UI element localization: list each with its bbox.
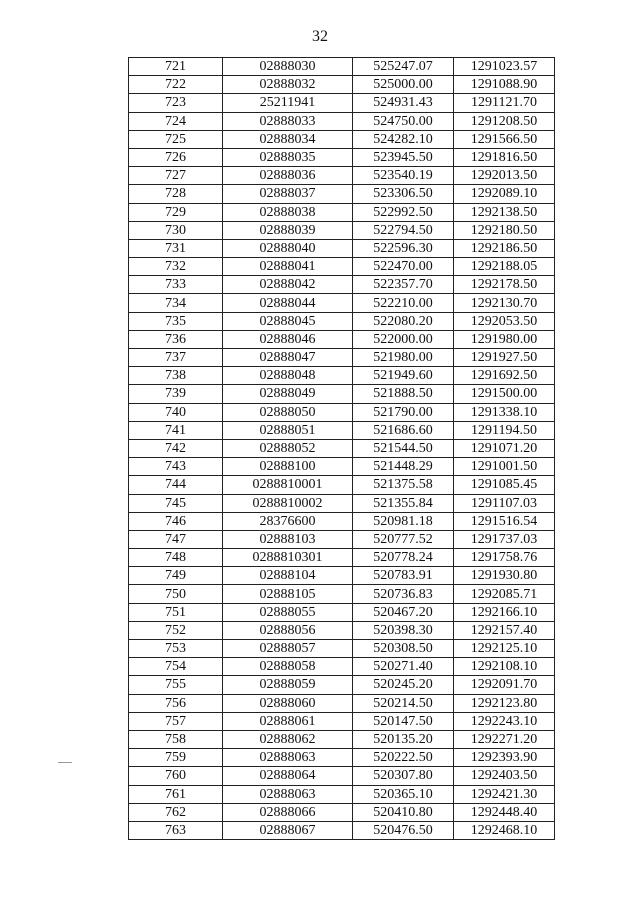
point-number-cell: 743 xyxy=(129,458,223,476)
point-id-cell: 02888034 xyxy=(223,130,353,148)
x-coordinate-cell: 520783.91 xyxy=(353,567,454,585)
x-coordinate-cell: 521888.50 xyxy=(353,385,454,403)
point-id-cell: 02888049 xyxy=(223,385,353,403)
point-id-cell: 02888061 xyxy=(223,712,353,730)
point-id-cell: 02888103 xyxy=(223,530,353,548)
point-number-cell: 747 xyxy=(129,530,223,548)
point-number-cell: 724 xyxy=(129,112,223,130)
point-id-cell: 02888057 xyxy=(223,640,353,658)
point-id-cell: 02888048 xyxy=(223,367,353,385)
table-row xyxy=(129,221,555,239)
point-number-cell: 725 xyxy=(129,130,223,148)
x-coordinate-cell: 523306.50 xyxy=(353,185,454,203)
point-id-cell: 02888040 xyxy=(223,239,353,257)
point-number-cell: 746 xyxy=(129,512,223,530)
y-coordinate-cell: 1292243.10 xyxy=(454,712,555,730)
table-row xyxy=(129,276,555,294)
table-row xyxy=(129,767,555,785)
point-number-cell: 731 xyxy=(129,239,223,257)
point-number-cell: 721 xyxy=(129,58,223,76)
x-coordinate-cell: 520410.80 xyxy=(353,803,454,821)
x-coordinate-cell: 521544.50 xyxy=(353,439,454,457)
y-coordinate-cell: 1292166.10 xyxy=(454,603,555,621)
table-row xyxy=(129,203,555,221)
x-coordinate-cell: 521686.60 xyxy=(353,421,454,439)
point-id-cell: 02888059 xyxy=(223,676,353,694)
table-row xyxy=(129,421,555,439)
y-coordinate-cell: 1291121.70 xyxy=(454,94,555,112)
point-id-cell: 02888044 xyxy=(223,294,353,312)
point-number-cell: 733 xyxy=(129,276,223,294)
point-number-cell: 726 xyxy=(129,148,223,166)
y-coordinate-cell: 1292393.90 xyxy=(454,749,555,767)
point-id-cell: 02888037 xyxy=(223,185,353,203)
y-coordinate-cell: 1291107.03 xyxy=(454,494,555,512)
point-id-cell: 02888046 xyxy=(223,330,353,348)
x-coordinate-cell: 522794.50 xyxy=(353,221,454,239)
y-coordinate-cell: 1292157.40 xyxy=(454,621,555,639)
x-coordinate-cell: 522000.00 xyxy=(353,330,454,348)
y-coordinate-cell: 1292178.50 xyxy=(454,276,555,294)
table-row xyxy=(129,439,555,457)
table-row xyxy=(129,603,555,621)
point-id-cell: 02888063 xyxy=(223,749,353,767)
point-number-cell: 763 xyxy=(129,821,223,839)
x-coordinate-cell: 521980.00 xyxy=(353,349,454,367)
point-id-cell: 02888062 xyxy=(223,730,353,748)
table-row xyxy=(129,803,555,821)
point-number-cell: 750 xyxy=(129,585,223,603)
table-row xyxy=(129,94,555,112)
table-row xyxy=(129,367,555,385)
point-id-cell: 02888100 xyxy=(223,458,353,476)
table-row xyxy=(129,458,555,476)
coordinates-table-body xyxy=(129,58,555,840)
x-coordinate-cell: 520222.50 xyxy=(353,749,454,767)
point-number-cell: 745 xyxy=(129,494,223,512)
table-row xyxy=(129,403,555,421)
table-row xyxy=(129,530,555,548)
y-coordinate-cell: 1292186.50 xyxy=(454,239,555,257)
point-number-cell: 757 xyxy=(129,712,223,730)
point-number-cell: 753 xyxy=(129,640,223,658)
table-row xyxy=(129,349,555,367)
point-number-cell: 762 xyxy=(129,803,223,821)
point-number-cell: 741 xyxy=(129,421,223,439)
point-id-cell: 25211941 xyxy=(223,94,353,112)
point-number-cell: 751 xyxy=(129,603,223,621)
y-coordinate-cell: 1292421.30 xyxy=(454,785,555,803)
table-row xyxy=(129,730,555,748)
y-coordinate-cell: 1291500.00 xyxy=(454,385,555,403)
table-row xyxy=(129,676,555,694)
point-id-cell: 02888055 xyxy=(223,603,353,621)
y-coordinate-cell: 1292130.70 xyxy=(454,294,555,312)
table-row xyxy=(129,640,555,658)
table-row xyxy=(129,476,555,494)
x-coordinate-cell: 521448.29 xyxy=(353,458,454,476)
point-id-cell: 02888060 xyxy=(223,694,353,712)
point-id-cell: 02888066 xyxy=(223,803,353,821)
table-row xyxy=(129,512,555,530)
y-coordinate-cell: 1291023.57 xyxy=(454,58,555,76)
y-coordinate-cell: 1291737.03 xyxy=(454,530,555,548)
table-row xyxy=(129,112,555,130)
x-coordinate-cell: 520271.40 xyxy=(353,658,454,676)
point-number-cell: 760 xyxy=(129,767,223,785)
x-coordinate-cell: 521355.84 xyxy=(353,494,454,512)
x-coordinate-cell: 523945.50 xyxy=(353,148,454,166)
point-id-cell: 02888041 xyxy=(223,258,353,276)
point-id-cell: 02888052 xyxy=(223,439,353,457)
y-coordinate-cell: 1292403.50 xyxy=(454,767,555,785)
point-id-cell: 02888058 xyxy=(223,658,353,676)
point-number-cell: 748 xyxy=(129,549,223,567)
y-coordinate-cell: 1292053.50 xyxy=(454,312,555,330)
point-id-cell: 02888045 xyxy=(223,312,353,330)
x-coordinate-cell: 520778.24 xyxy=(353,549,454,567)
table-row xyxy=(129,312,555,330)
point-id-cell: 02888039 xyxy=(223,221,353,239)
x-coordinate-cell: 520307.80 xyxy=(353,767,454,785)
y-coordinate-cell: 1292125.10 xyxy=(454,640,555,658)
x-coordinate-cell: 520777.52 xyxy=(353,530,454,548)
point-number-cell: 749 xyxy=(129,567,223,585)
table-row xyxy=(129,58,555,76)
y-coordinate-cell: 1292085.71 xyxy=(454,585,555,603)
table-row xyxy=(129,385,555,403)
y-coordinate-cell: 1291516.54 xyxy=(454,512,555,530)
point-id-cell: 02888036 xyxy=(223,167,353,185)
y-coordinate-cell: 1291071.20 xyxy=(454,439,555,457)
x-coordinate-cell: 521949.60 xyxy=(353,367,454,385)
y-coordinate-cell: 1291980.00 xyxy=(454,330,555,348)
table-row xyxy=(129,148,555,166)
y-coordinate-cell: 1291001.50 xyxy=(454,458,555,476)
table-row xyxy=(129,821,555,839)
point-number-cell: 756 xyxy=(129,694,223,712)
y-coordinate-cell: 1292013.50 xyxy=(454,167,555,185)
y-coordinate-cell: 1291692.50 xyxy=(454,367,555,385)
point-number-cell: 735 xyxy=(129,312,223,330)
x-coordinate-cell: 520214.50 xyxy=(353,694,454,712)
x-coordinate-cell: 522210.00 xyxy=(353,294,454,312)
point-number-cell: 723 xyxy=(129,94,223,112)
table-row xyxy=(129,167,555,185)
y-coordinate-cell: 1292448.40 xyxy=(454,803,555,821)
table-row xyxy=(129,258,555,276)
table-row xyxy=(129,130,555,148)
point-id-cell: 0288810002 xyxy=(223,494,353,512)
margin-mark xyxy=(58,762,72,763)
table-row xyxy=(129,239,555,257)
x-coordinate-cell: 525000.00 xyxy=(353,76,454,94)
x-coordinate-cell: 521375.58 xyxy=(353,476,454,494)
point-number-cell: 738 xyxy=(129,367,223,385)
y-coordinate-cell: 1292180.50 xyxy=(454,221,555,239)
point-id-cell: 0288810001 xyxy=(223,476,353,494)
table-row xyxy=(129,658,555,676)
point-number-cell: 744 xyxy=(129,476,223,494)
y-coordinate-cell: 1291208.50 xyxy=(454,112,555,130)
y-coordinate-cell: 1291927.50 xyxy=(454,349,555,367)
y-coordinate-cell: 1292138.50 xyxy=(454,203,555,221)
y-coordinate-cell: 1291816.50 xyxy=(454,148,555,166)
point-number-cell: 752 xyxy=(129,621,223,639)
point-number-cell: 754 xyxy=(129,658,223,676)
y-coordinate-cell: 1291566.50 xyxy=(454,130,555,148)
coordinates-table xyxy=(128,57,555,840)
point-id-cell: 02888030 xyxy=(223,58,353,76)
point-number-cell: 759 xyxy=(129,749,223,767)
page-number: 32 xyxy=(312,28,328,45)
point-id-cell: 02888038 xyxy=(223,203,353,221)
point-number-cell: 755 xyxy=(129,676,223,694)
point-id-cell: 02888047 xyxy=(223,349,353,367)
point-id-cell: 02888064 xyxy=(223,767,353,785)
point-id-cell: 02888050 xyxy=(223,403,353,421)
point-id-cell: 02888067 xyxy=(223,821,353,839)
table-row xyxy=(129,185,555,203)
y-coordinate-cell: 1291758.76 xyxy=(454,549,555,567)
x-coordinate-cell: 520245.20 xyxy=(353,676,454,694)
table-row xyxy=(129,785,555,803)
point-id-cell: 28376600 xyxy=(223,512,353,530)
x-coordinate-cell: 520476.50 xyxy=(353,821,454,839)
x-coordinate-cell: 525247.07 xyxy=(353,58,454,76)
x-coordinate-cell: 520398.30 xyxy=(353,621,454,639)
table-row xyxy=(129,694,555,712)
point-number-cell: 740 xyxy=(129,403,223,421)
y-coordinate-cell: 1292188.05 xyxy=(454,258,555,276)
table-row xyxy=(129,494,555,512)
point-number-cell: 728 xyxy=(129,185,223,203)
y-coordinate-cell: 1292123.80 xyxy=(454,694,555,712)
table-row xyxy=(129,585,555,603)
point-number-cell: 739 xyxy=(129,385,223,403)
x-coordinate-cell: 520981.18 xyxy=(353,512,454,530)
point-id-cell: 02888104 xyxy=(223,567,353,585)
x-coordinate-cell: 524282.10 xyxy=(353,130,454,148)
y-coordinate-cell: 1292091.70 xyxy=(454,676,555,694)
table-row xyxy=(129,749,555,767)
x-coordinate-cell: 522080.20 xyxy=(353,312,454,330)
x-coordinate-cell: 523540.19 xyxy=(353,167,454,185)
x-coordinate-cell: 521790.00 xyxy=(353,403,454,421)
point-id-cell: 02888033 xyxy=(223,112,353,130)
y-coordinate-cell: 1292108.10 xyxy=(454,658,555,676)
y-coordinate-cell: 1291194.50 xyxy=(454,421,555,439)
x-coordinate-cell: 524931.43 xyxy=(353,94,454,112)
point-id-cell: 02888056 xyxy=(223,621,353,639)
y-coordinate-cell: 1291085.45 xyxy=(454,476,555,494)
table-row xyxy=(129,294,555,312)
y-coordinate-cell: 1292271.20 xyxy=(454,730,555,748)
x-coordinate-cell: 520365.10 xyxy=(353,785,454,803)
x-coordinate-cell: 522992.50 xyxy=(353,203,454,221)
point-number-cell: 727 xyxy=(129,167,223,185)
point-id-cell: 02888105 xyxy=(223,585,353,603)
point-id-cell: 02888063 xyxy=(223,785,353,803)
y-coordinate-cell: 1292468.10 xyxy=(454,821,555,839)
point-number-cell: 729 xyxy=(129,203,223,221)
x-coordinate-cell: 524750.00 xyxy=(353,112,454,130)
point-number-cell: 742 xyxy=(129,439,223,457)
table-row xyxy=(129,567,555,585)
y-coordinate-cell: 1292089.10 xyxy=(454,185,555,203)
x-coordinate-cell: 520467.20 xyxy=(353,603,454,621)
x-coordinate-cell: 520308.50 xyxy=(353,640,454,658)
point-number-cell: 732 xyxy=(129,258,223,276)
point-number-cell: 737 xyxy=(129,349,223,367)
point-number-cell: 722 xyxy=(129,76,223,94)
x-coordinate-cell: 522357.70 xyxy=(353,276,454,294)
point-id-cell: 02888035 xyxy=(223,148,353,166)
x-coordinate-cell: 520147.50 xyxy=(353,712,454,730)
table-row xyxy=(129,76,555,94)
point-number-cell: 734 xyxy=(129,294,223,312)
point-number-cell: 736 xyxy=(129,330,223,348)
table-row xyxy=(129,621,555,639)
x-coordinate-cell: 522470.00 xyxy=(353,258,454,276)
x-coordinate-cell: 520736.83 xyxy=(353,585,454,603)
y-coordinate-cell: 1291088.90 xyxy=(454,76,555,94)
y-coordinate-cell: 1291930.80 xyxy=(454,567,555,585)
table-row xyxy=(129,330,555,348)
x-coordinate-cell: 520135.20 xyxy=(353,730,454,748)
point-id-cell: 02888051 xyxy=(223,421,353,439)
point-number-cell: 730 xyxy=(129,221,223,239)
table-row xyxy=(129,712,555,730)
point-id-cell: 02888042 xyxy=(223,276,353,294)
point-id-cell: 02888032 xyxy=(223,76,353,94)
point-id-cell: 0288810301 xyxy=(223,549,353,567)
x-coordinate-cell: 522596.30 xyxy=(353,239,454,257)
table-row xyxy=(129,549,555,567)
point-number-cell: 761 xyxy=(129,785,223,803)
y-coordinate-cell: 1291338.10 xyxy=(454,403,555,421)
point-number-cell: 758 xyxy=(129,730,223,748)
